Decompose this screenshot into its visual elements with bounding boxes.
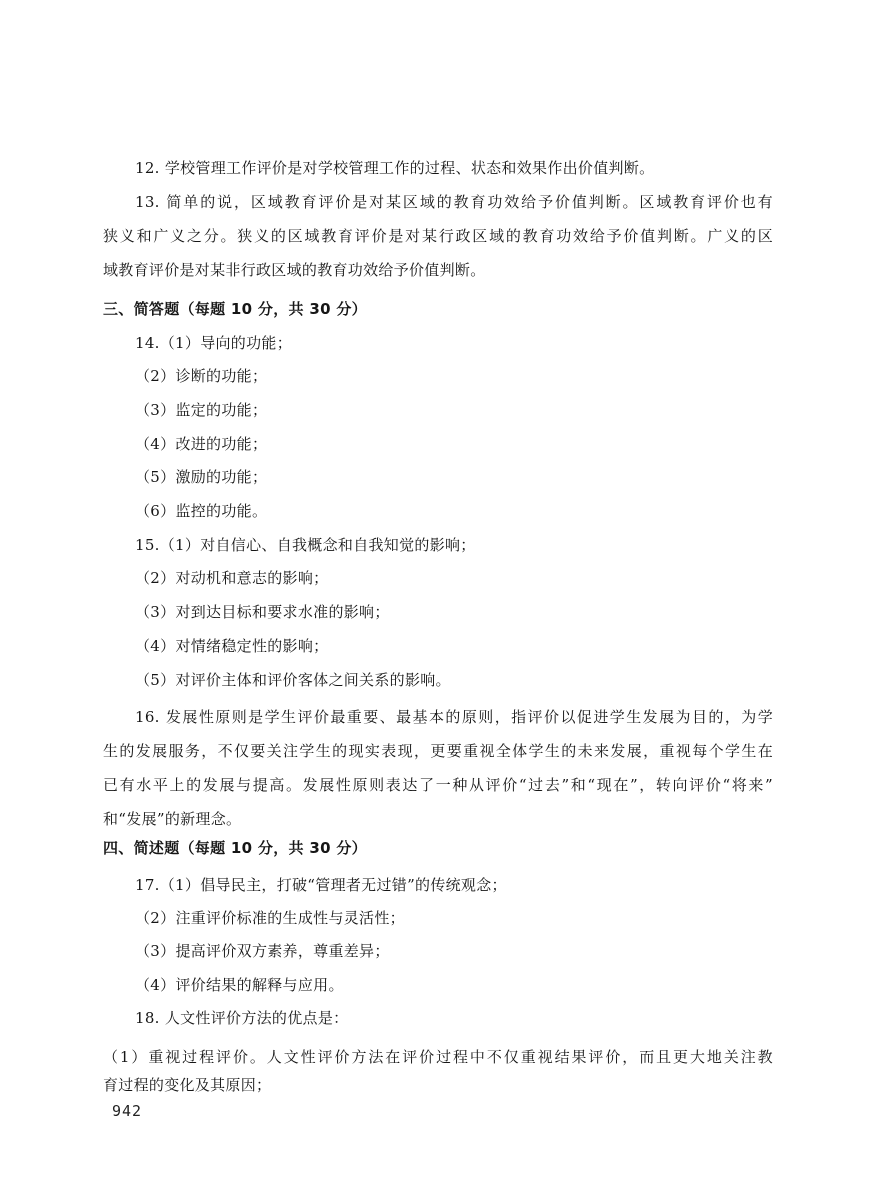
answer-18-intro: 18. 人文性评价方法的优点是： — [135, 1009, 349, 1027]
answer-14-item-2: （2）诊断的功能； — [135, 367, 268, 385]
answer-15-item-1: 15.（1）对自信心、自我概念和自我知觉的影响； — [135, 536, 476, 554]
answer-15-item-3: （3）对到达目标和要求水准的影响； — [135, 603, 390, 621]
answer-17-item-4: （4）评价结果的解释与应用。 — [135, 976, 344, 994]
answer-14-item-5: （5）激励的功能； — [135, 468, 268, 486]
answer-17-item-2: （2）注重评价标准的生成性与灵活性； — [135, 909, 405, 927]
answer-16-line-3: 已有水平上的发展与提高。发展性原则表达了一种从评价“过去”和“现在”，转向评价“将来” — [103, 776, 773, 794]
answer-16-line-4: 和“发展”的新理念。 — [103, 810, 242, 828]
answer-13-line-1: 13. 简单的说，区域教育评价是对某区域的教育功效给予价值判断。区域教育评价也有 — [135, 193, 773, 211]
answer-14-item-3: （3）监定的功能； — [135, 401, 268, 419]
answer-18-item-1-line-2: 育过程的变化及其原因； — [103, 1076, 272, 1094]
answer-17-item-1: 17.（1）倡导民主，打破“管理者无过错”的传统观念； — [135, 876, 507, 894]
answer-15-item-2: （2）对动机和意志的影响； — [135, 569, 329, 587]
answer-16-line-2: 生的发展服务，不仅要关注学生的现实表现，更要重视全体学生的未来发展，重视每个学生在 — [103, 742, 773, 760]
answer-13-line-3: 域教育评价是对某非行政区域的教育功效给予价值判断。 — [103, 261, 486, 279]
answer-15-item-5: （5）对评价主体和评价客体之间关系的影响。 — [135, 671, 451, 689]
section-heading-3: 三、简答题（每题 10 分，共 30 分） — [103, 300, 367, 318]
answer-14-item-6: （6）监控的功能。 — [135, 502, 268, 520]
answer-16-line-1: 16. 发展性原则是学生评价最重要、最基本的原则，指评价以促进学生发展为目的，为学 — [135, 708, 773, 726]
answer-17-item-3: （3）提高评价双方素养，尊重差异； — [135, 942, 390, 960]
section-heading-4: 四、简述题（每题 10 分，共 30 分） — [103, 839, 367, 857]
answer-13-line-2: 狭义和广义之分。狭义的区域教育评价是对某行政区域的教育功效给予价值判断。广义的区 — [103, 227, 773, 245]
answer-14-item-4: （4）改进的功能； — [135, 435, 268, 453]
answer-18-item-1-line-1: （1）重视过程评价。人文性评价方法在评价过程中不仅重视结果评价，而且更大地关注教 — [103, 1048, 773, 1066]
answer-14-item-1: 14.（1）导向的功能； — [135, 334, 292, 352]
answer-12: 12. 学校管理工作评价是对学校管理工作的过程、状态和效果作出价值判断。 — [135, 159, 655, 177]
answer-15-item-4: （4）对情绪稳定性的影响； — [135, 637, 329, 655]
page-number: 942 — [112, 1102, 143, 1120]
